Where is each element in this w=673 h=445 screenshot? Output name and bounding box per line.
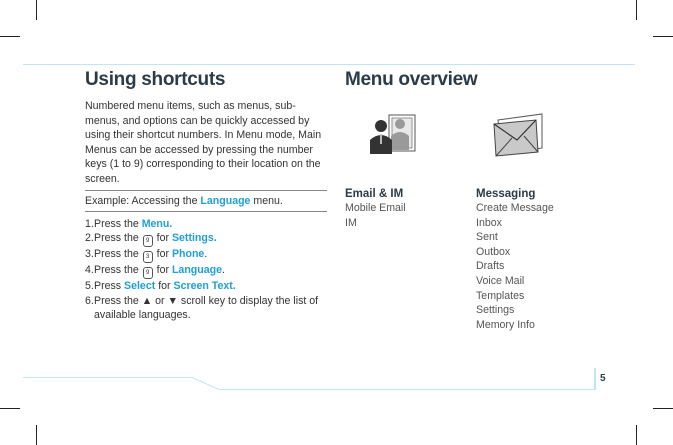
menu-item: Inbox xyxy=(476,216,502,229)
key-9-icon: 9 xyxy=(143,235,153,247)
menu-item: Sent xyxy=(476,231,498,244)
column-title: Messaging xyxy=(476,188,536,200)
page-number: 5 xyxy=(600,373,606,384)
envelope-icon xyxy=(492,110,544,158)
section-title: Menu overview xyxy=(345,69,478,90)
crop-mark xyxy=(0,36,20,37)
menu-item: Memory Info xyxy=(476,318,535,331)
menu-item: Voice Mail xyxy=(476,274,525,287)
crop-mark xyxy=(636,0,637,20)
list-item: 5. Press Select for Screen Text. xyxy=(85,280,236,293)
crop-mark xyxy=(36,0,37,20)
menu-item: IM xyxy=(345,216,357,229)
list-item: 2. Press the 9 for Settings. xyxy=(85,231,327,247)
footer-rule-slant xyxy=(192,377,220,390)
menu-overview-section xyxy=(345,69,645,331)
menu-column-email-im xyxy=(345,110,419,230)
menu-item: Settings xyxy=(476,304,515,317)
shortcuts-section xyxy=(85,70,327,323)
page-number-bar xyxy=(594,368,596,390)
footer-rule xyxy=(23,377,193,378)
crop-mark xyxy=(653,36,673,37)
list-item: 4. Press the 9 for Language. xyxy=(85,263,327,279)
crop-mark xyxy=(36,425,37,445)
key-3-icon: 3 xyxy=(143,251,153,263)
column-title: Email & IM xyxy=(345,188,404,200)
section-title: Using shortcuts xyxy=(85,69,226,90)
menu-item: Create Message xyxy=(476,202,554,214)
crop-mark xyxy=(636,425,637,445)
header-rule xyxy=(23,64,635,65)
list-item: 3. Press the 3 for Phone. xyxy=(85,247,327,263)
example-highlight: Language xyxy=(200,194,251,207)
menu-item: Mobile Email xyxy=(345,202,406,214)
footer-rule xyxy=(219,389,595,390)
steps-list xyxy=(85,217,327,323)
people-icon xyxy=(367,110,419,158)
list-item: 1. Press the Menu. xyxy=(85,217,173,230)
intro-paragraph: Numbered menu items, such as menus, sub-menus, and options can be quickly accessed by using their shortcut numbers. In Menu mode, Main Menus can be accessed by pressing the number keys (1 to 9) corresponding to their location on the screen. xyxy=(85,100,322,185)
example-line: Example: Accessing the Language menu. xyxy=(85,190,327,212)
menu-item: Outbox xyxy=(476,245,511,258)
crop-mark xyxy=(0,408,20,409)
key-9-icon: 9 xyxy=(143,267,153,279)
crop-mark xyxy=(653,408,673,409)
menu-item: Drafts xyxy=(476,260,505,273)
menu-column-messaging xyxy=(476,110,554,332)
list-item: 6. Press the ▲ or ▼ scroll key to display the list of available languages. xyxy=(85,294,319,322)
menu-item: Templates xyxy=(476,289,525,302)
